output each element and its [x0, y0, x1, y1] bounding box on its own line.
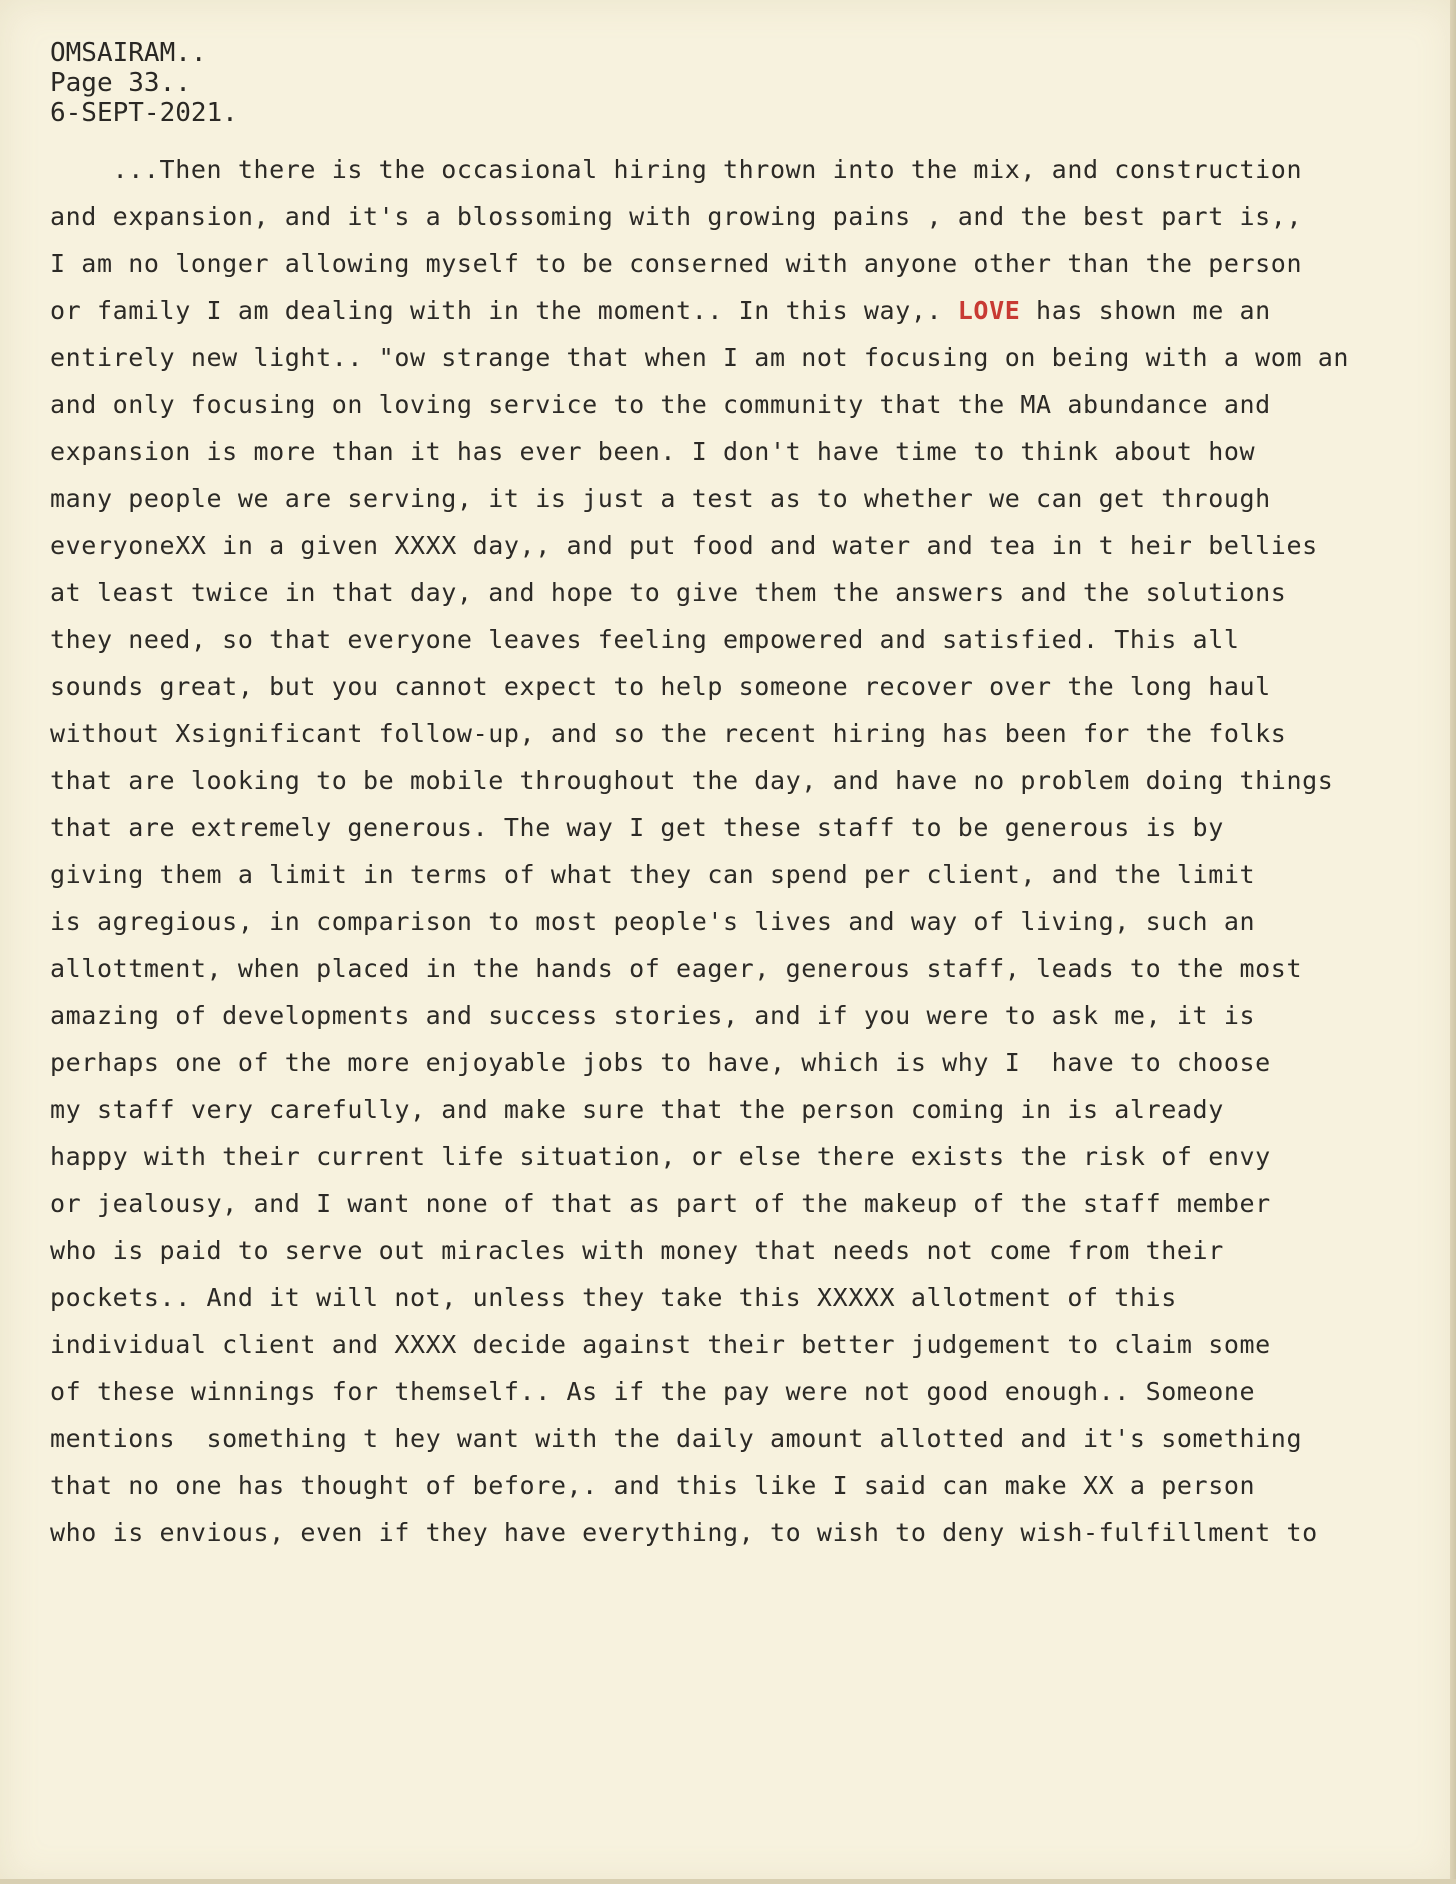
page-edge-right	[1450, 0, 1456, 1884]
text-line: and expansion, and it's a blossoming with growing pains , and the best part is,,	[50, 202, 1303, 231]
text-line: sounds great, but you cannot expect to help someone recover over the long haul	[50, 672, 1271, 701]
text-line	[50, 291, 1271, 331]
text-line: that are looking to be mobile throughout the day, and have no problem doing things	[50, 766, 1334, 795]
text-line: expansion is more than it has ever been. I don't have time to think about how	[50, 437, 1256, 466]
text-line: who is paid to serve out miracles with money that needs not come from their	[50, 1236, 1224, 1265]
text-line: that no one has thought of before,. and this like I said can make XX a person	[50, 1471, 1256, 1500]
text-line: that are extremely generous. The way I get these staff to be generous is by	[50, 813, 1224, 842]
text-line: ...Then there is the occasional hiring thrown into the mix, and construction	[50, 155, 1303, 184]
text-line: without Xsignificant follow-up, and so the recent hiring has been for the folks	[50, 719, 1287, 748]
text-fragment: or family	[50, 296, 207, 325]
page-header	[50, 38, 238, 128]
text-line: individual client and XXXX decide against their better judgement to claim some	[50, 1330, 1271, 1359]
header-page-number: Page 33..	[50, 68, 191, 98]
text-line: pockets.. And it will not, unless they take this XXXXX allotment of this	[50, 1283, 1177, 1312]
text-line: many people we are serving, it is just a test as to whether we can get through	[50, 484, 1271, 513]
red-love-word: LOVE	[957, 296, 1021, 325]
text-line: is agregious, in comparison to most people's lives and way of living, such an	[50, 907, 1256, 936]
text-line: happy with their current life situation, or else there exists the risk of envy	[50, 1142, 1271, 1171]
page-edge-bottom	[0, 1879, 1456, 1884]
header-title: OMSAIRAM..	[50, 38, 207, 68]
text-line: who is envious, even if they have everything, to wish to deny wish-fulfillment to	[50, 1518, 1318, 1547]
text-line: or jealousy, and I want none of that as part of the makeup of the staff member	[50, 1189, 1271, 1218]
text-line: entirely new light.. "ow strange that when I am not focusing on being with a wom an	[50, 343, 1350, 372]
text-line: perhaps one of the more enjoyable jobs to have, which is why I have to choose	[50, 1048, 1271, 1077]
text-line: amazing of developments and success stories, and if you were to ask me, it is	[50, 1001, 1256, 1030]
text-line: my staff very carefully, and make sure that the person coming in is already	[50, 1095, 1224, 1124]
text-line: at least twice in that day, and hope to give them the answers and the solutions	[50, 578, 1287, 607]
text-line: and only focusing on loving service to the community that the MA abundance and	[50, 390, 1271, 419]
text-line: everyoneXX in a given XXXX day,, and put food and water and tea in t heir bellies	[50, 531, 1318, 560]
text-fragment: has shown me an	[1020, 296, 1271, 325]
text-line: mentions something t hey want with the daily amount allotted and it's something	[50, 1424, 1303, 1453]
text-line: I am no longer allowing myself to be conserned with anyone other than the person	[50, 249, 1303, 278]
header-date: 6-SEPT-2021.	[50, 98, 238, 128]
text-line: giving them a limit in terms of what they can spend per client, and the limit	[50, 860, 1256, 889]
text-line: allottment, when placed in the hands of eager, generous staff, leads to the most	[50, 954, 1303, 983]
text-fragment: I am dealing with in the moment.. In this way,.	[206, 296, 958, 325]
text-line: they need, so that everyone leaves feeling empowered and satisfied. This all	[50, 625, 1240, 654]
text-line: of these winnings for themself.. As if the pay were not good enough.. Someone	[50, 1377, 1256, 1406]
